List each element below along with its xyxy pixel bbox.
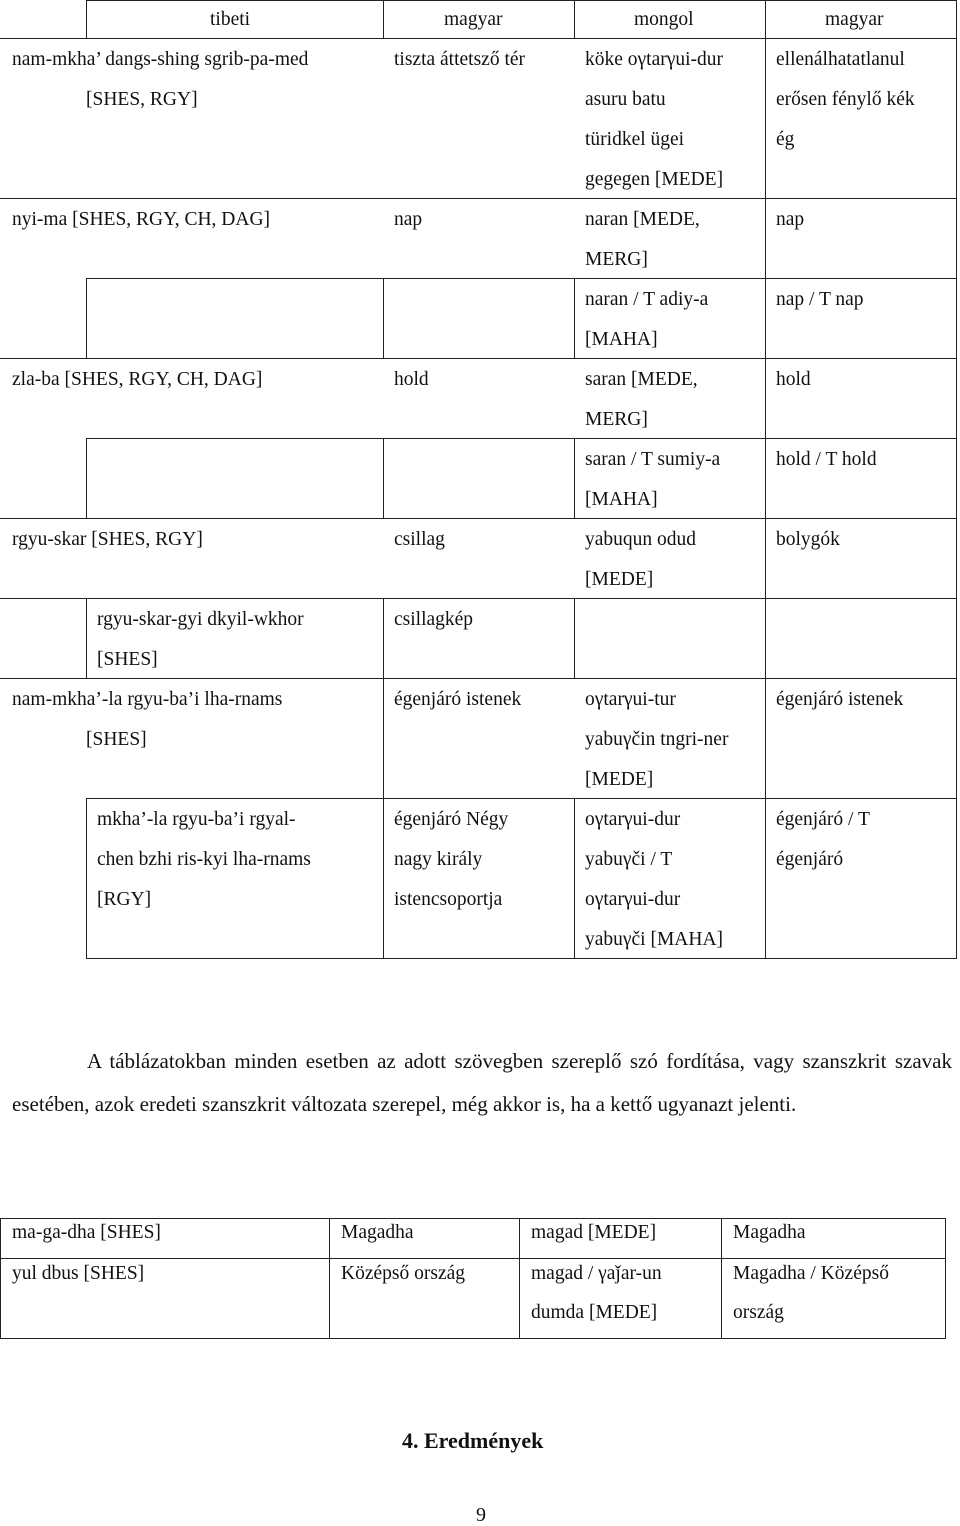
header-tibeti: tibeti [210, 9, 251, 30]
header-magyar: magyar [444, 9, 503, 30]
table-cell: yabuγčin tngri-ner [585, 729, 729, 750]
table-cell: rgyu-skar [SHES, RGY] [12, 529, 203, 550]
table-cell: csillag [394, 529, 445, 550]
table-cell: [SHES, RGY] [86, 89, 198, 110]
table-cell: yabuqun odud [585, 529, 697, 550]
table-cell: asuru batu [585, 89, 666, 110]
table-cell: MERG] [585, 409, 648, 430]
table-cell: [SHES] [86, 729, 147, 750]
table-cell: yabuγči / T [585, 849, 673, 870]
table-cell: saran [MEDE, [585, 369, 698, 390]
table-cell: rgyu-skar-gyi dkyil-wkhor [97, 609, 304, 630]
table-cell: saran / T sumiy-a [585, 449, 721, 470]
table-cell: köke oγtarγui-dur [585, 49, 723, 70]
table-cell: égenjáró Négy [394, 809, 509, 830]
table-cell: naran [MEDE, [585, 209, 700, 230]
table-cell: MERG] [585, 249, 648, 270]
table-cell: ellenálhatatlanul [776, 49, 905, 70]
table-cell: tiszta áttetsző tér [394, 49, 526, 70]
table-cell: Magadha [733, 1222, 806, 1243]
table-cell: hold / T hold [776, 449, 877, 470]
table-cell: nap [394, 209, 423, 230]
table-cell: istencsoportja [394, 889, 503, 910]
table-cell: Magadha [341, 1222, 414, 1243]
table-cell: erősen fénylő kék [776, 89, 915, 110]
table-cell: zla-ba [SHES, RGY, CH, DAG] [12, 369, 263, 390]
table-cell: ország [733, 1302, 784, 1323]
table-cell: dumda [MEDE] [531, 1302, 658, 1323]
table-cell: türidkel ügei [585, 129, 685, 150]
table-cell: oγtarγui-dur [585, 809, 681, 830]
table-cell: hold [394, 369, 429, 390]
table-cell: magad / γaǰar-un [531, 1263, 662, 1284]
header-magyar-2: magyar [825, 9, 884, 30]
table-cell: magad [MEDE] [531, 1222, 657, 1243]
header-mongol: mongol [634, 9, 694, 30]
table-cell: bolygók [776, 529, 840, 550]
table-cell: nap / T nap [776, 289, 864, 310]
table-cell: Középső ország [341, 1263, 465, 1284]
section-title: 4. Eredmények [402, 1428, 544, 1453]
table-cell: yabuγči [MAHA] [585, 929, 724, 950]
table-cell: ég [776, 129, 795, 150]
table-cell: naran / T adiy-a [585, 289, 709, 310]
table-cell: ma-ga-dha [SHES] [12, 1222, 161, 1243]
table-cell: [MAHA] [585, 489, 658, 510]
table-cell: oγtarγui-dur [585, 889, 681, 910]
table-cell: égenjáró istenek [394, 689, 522, 710]
table-cell: nam-mkha’ dangs-shing sgrib-pa-med [12, 49, 309, 70]
page-number: 9 [476, 1504, 486, 1526]
table-cell: nap [776, 209, 805, 230]
body-paragraph: A táblázatokban minden esetben az adott szövegben szereplő szó fordítása, vagy szanszkrit szavak esetében, azok eredeti szanszkrit változata szerepel, még akkor is, ha a kettő ugyanazt jelenti. [12, 1049, 952, 1116]
table-cell: nam-mkha’-la rgyu-ba’i lha-rnams [12, 689, 283, 710]
table-cell: [MEDE] [585, 769, 654, 790]
table-cell: Magadha / Középső [733, 1263, 889, 1284]
table-cell: [RGY] [97, 889, 152, 910]
table-cell: égenjáró / T [776, 809, 870, 830]
table-cell: nagy király [394, 849, 483, 870]
table-cell: nyi-ma [SHES, RGY, CH, DAG] [12, 209, 271, 230]
table-cell: égenjáró istenek [776, 689, 904, 710]
table-cell: oγtarγui-tur [585, 689, 676, 710]
table-cell: égenjáró [776, 849, 844, 870]
table-cell: hold [776, 369, 811, 390]
table-cell: csillagkép [394, 609, 474, 630]
table-cell: gegegen [MEDE] [585, 169, 724, 190]
table-cell: [MAHA] [585, 329, 658, 350]
table-cell: chen bzhi ris-kyi lha-rnams [97, 849, 311, 870]
table-cell: mkha’-la rgyu-ba’i rgyal- [97, 809, 296, 830]
table-cell: [SHES] [97, 649, 158, 670]
table-cell: [MEDE] [585, 569, 654, 590]
table-cell: yul dbus [SHES] [12, 1263, 145, 1284]
